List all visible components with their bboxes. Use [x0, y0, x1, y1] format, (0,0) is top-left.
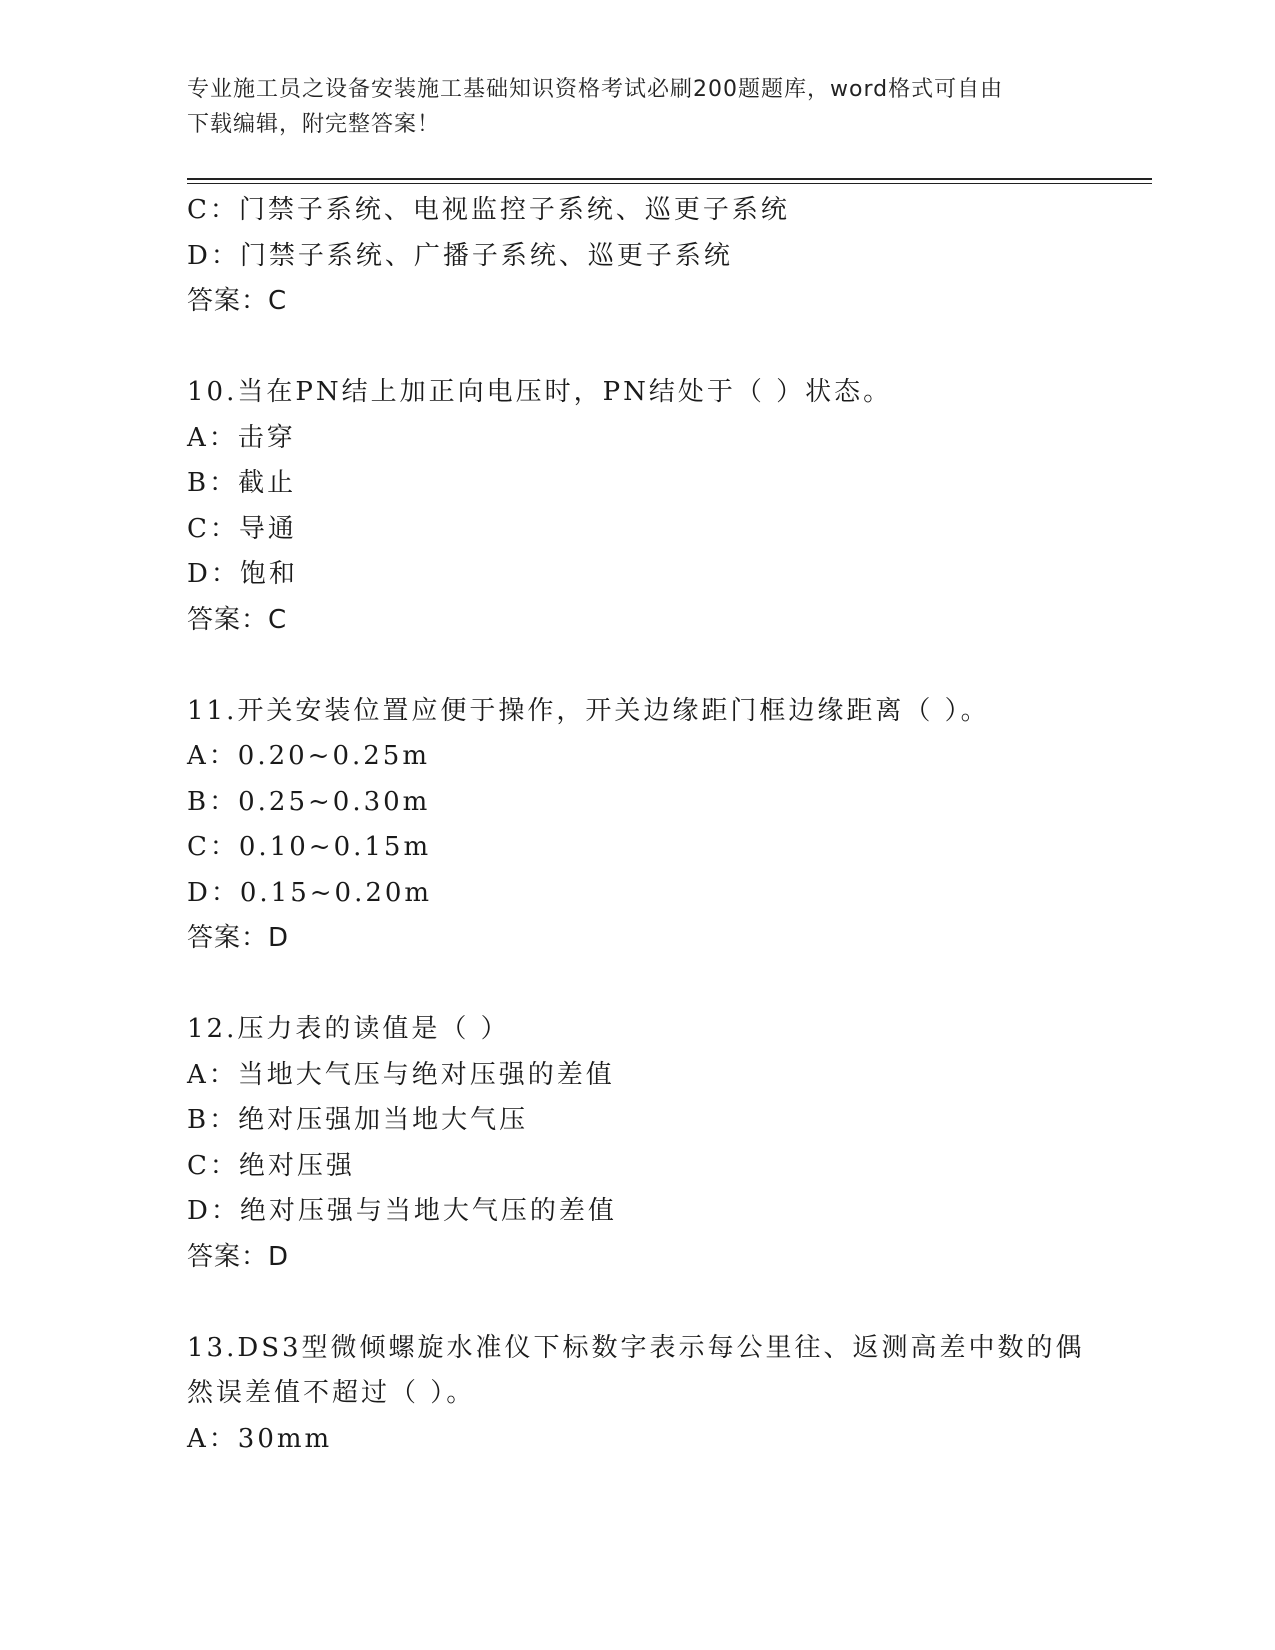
option-d: D：0.15~0.20m — [187, 877, 433, 908]
question-text-line-2: 然误差值不超过（ ）。 — [187, 1378, 476, 1408]
question-text: 11.开关安装位置应便于操作，开关边缘距门框边缘距离（ ）。 — [187, 695, 990, 726]
header-rule-thin — [187, 183, 1152, 184]
document-header — [187, 72, 1067, 142]
spacer — [187, 1280, 1087, 1326]
option-c: C：导通 — [187, 513, 297, 544]
option-a: A：击穿 — [187, 422, 296, 453]
option-b: B：截止 — [187, 468, 297, 498]
answer-label: 答案：D — [187, 1241, 290, 1272]
spacer — [187, 643, 1087, 689]
question-12 — [187, 1007, 1087, 1280]
option-a: A：当地大气压与绝对压强的差值 — [187, 1059, 615, 1090]
answer-label: 答案：C — [187, 604, 288, 635]
option-a: A：0.20~0.25m — [187, 741, 430, 771]
option-d: D：绝对压强与当地大气压的差值 — [187, 1196, 617, 1226]
question-text: 10.当在PN结上加正向电压时，PN结处于（ ）状态。 — [187, 377, 893, 407]
option-d: D：门禁子系统、广播子系统、巡更子系统 — [187, 240, 733, 271]
header-rule-thick — [187, 178, 1152, 180]
answer-label: 答案：C — [187, 286, 288, 316]
option-c: C：绝对压强 — [187, 1150, 355, 1181]
question-text: 12.压力表的读值是（ ） — [187, 1014, 510, 1044]
question-13 — [187, 1326, 1087, 1463]
option-b: B：0.25~0.30m — [187, 786, 431, 817]
option-b: B：绝对压强加当地大气压 — [187, 1105, 529, 1135]
spacer — [187, 325, 1087, 371]
option-c: C：0.10~0.15m — [187, 832, 432, 862]
answer-label: 答案：D — [187, 923, 290, 953]
header-line-1: 专业施工员之设备安装施工基础知识资格考试必刷200题题库，word格式可自由 — [187, 77, 1004, 102]
option-d: D：饱和 — [187, 559, 298, 589]
question-text-line-1: 13.DS3型微倾螺旋水准仪下标数字表示每公里往、返测高差中数的偶 — [187, 1332, 1085, 1363]
option-c: C：门禁子系统、电视监控子系统、巡更子系统 — [187, 195, 790, 225]
question-11 — [187, 689, 1087, 962]
question-10 — [187, 370, 1087, 643]
spacer — [187, 962, 1087, 1008]
question-list — [187, 188, 1087, 1462]
question-9 — [187, 188, 1087, 325]
header-line-2: 下载编辑，附完整答案！ — [187, 112, 441, 137]
option-a: A：30mm — [187, 1423, 333, 1454]
